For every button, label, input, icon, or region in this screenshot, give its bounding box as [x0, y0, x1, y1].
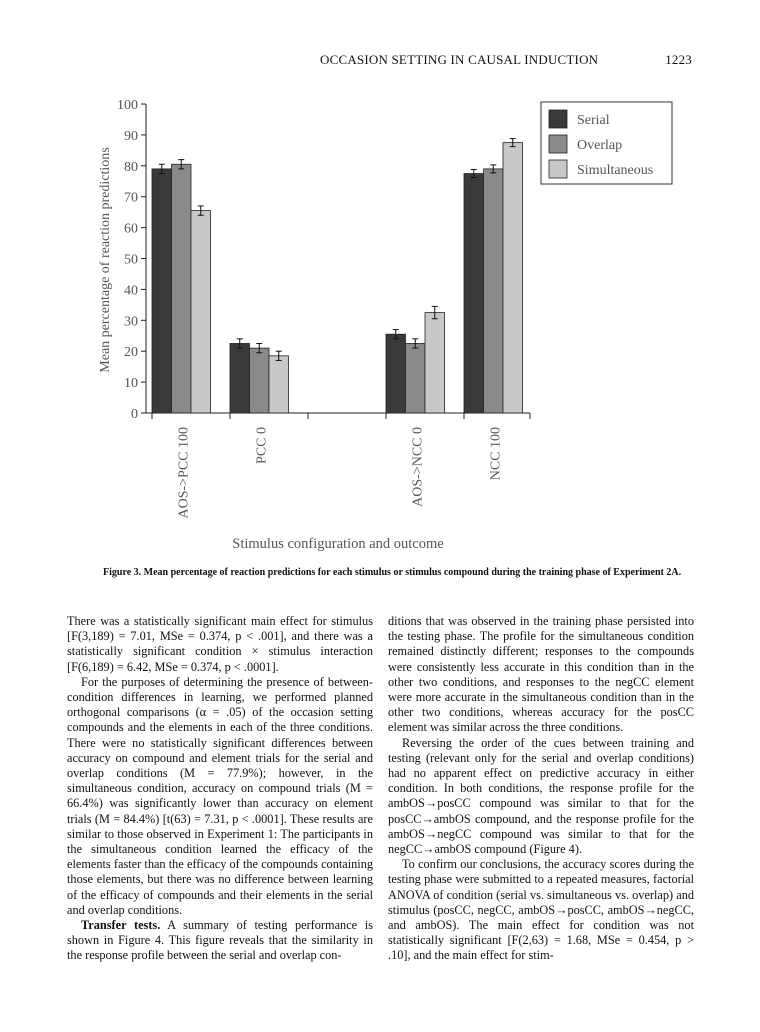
- paragraph-text: A summary of testing performance is shown in Figure 4. This figure reveals that the similarity in the response profile between the serial and overlap con-: [67, 918, 373, 963]
- legend-swatch: [549, 160, 567, 178]
- bar: [406, 343, 426, 413]
- paragraph: Reversing the order of the cues between training and testing (relevant only for the serial and overlap conditions) had no apparent effect on predictive accuracy in either condition. In both conditions, the response profile for the ambOS→posCC compound was similar to that for the posCC→ambOS compound, and the response profile for the ambOS→negCC compound was similar to that for the negCC→ambOS compound (Figure 4).: [388, 735, 694, 857]
- section-heading: Transfer tests.: [81, 918, 161, 933]
- y-tick-label: 60: [124, 221, 138, 237]
- bar: [230, 343, 250, 413]
- bar: [269, 356, 289, 413]
- legend-label: Overlap: [577, 138, 623, 153]
- legend-label: Simultaneous: [577, 163, 654, 178]
- x-tick-label: AOS->NCC 0: [410, 427, 426, 507]
- paragraph: For the purposes of determining the presence of between-condition differences in learning, we performed planned orthogonal comparisons (α = .05) of the occasion setting compounds and the elements in each of the three conditions. There were no statistically significant differences between accuracy on compound and element trials for the serial and overlap conditions (M = 77.9%); however, in the simultaneous condition, accuracy on compound trials (M = 66.4%) was significantly lower than accuracy on element trials (M = 84.4%) [t(63) = 7.31, p < .0001]. These results are similar to those observed in Experiment 1: The participants in the simultaneous condition learned the efficacy of the elements faster than the efficacy of the compounds containing those elements, but there was no difference between learning of the efficacy of compounds and their elements in the serial and overlap conditions.: [67, 674, 373, 917]
- bar: [250, 348, 270, 413]
- paragraph: [67, 918, 373, 964]
- paragraph: There was a statistically significant main effect for stimulus [F(3,189) = 7.01, MSe = 0.374, p < .001], and there was a statistically significant condition × stimulus interaction [F(6,189) = 6.42, MSe = 0.374, p < .0001].: [67, 614, 373, 674]
- paragraph: ditions that was observed in the training phase persisted into the testing phase. The profile for the simultaneous condition remained distinctly different; responses to the compounds were consistently less accurate in this condition than in the other two conditions, and responses to the negCC element were more accurate in the simultaneous condition than in the other two conditions, whereas accuracy for the posCC element was similar across the three conditions.: [388, 614, 694, 735]
- y-tick-label: 0: [131, 407, 138, 422]
- bar: [386, 334, 406, 413]
- bar: [191, 211, 211, 413]
- legend-label: Serial: [577, 113, 610, 128]
- left-column: [67, 614, 373, 964]
- bar: [152, 169, 172, 413]
- legend-swatch: [549, 110, 567, 128]
- bar: [172, 164, 192, 413]
- y-tick-label: 70: [124, 190, 138, 206]
- y-tick-label: 50: [124, 252, 138, 268]
- bar: [464, 174, 484, 413]
- y-tick-label: 10: [124, 376, 138, 392]
- y-tick-label: 30: [124, 314, 138, 330]
- y-tick-label: 40: [124, 283, 138, 299]
- x-tick-label: AOS->PCC 100: [176, 427, 192, 519]
- caption-prefix: Figure 3.: [103, 567, 142, 578]
- y-axis-label: Mean percentage of reaction predictions: [98, 147, 113, 373]
- y-tick-label: 80: [124, 159, 138, 175]
- bar: [503, 143, 523, 413]
- bar: [425, 313, 445, 413]
- running-title: OCCASION SETTING IN CAUSAL INDUCTION: [320, 52, 599, 67]
- figure-caption: [103, 567, 683, 579]
- y-tick-label: 90: [124, 128, 138, 144]
- y-tick-label: 100: [117, 98, 138, 113]
- x-tick-label: PCC 0: [254, 427, 270, 464]
- paragraph: To confirm our conclusions, the accuracy scores during the testing phase were submitted to a repeated measures, factorial ANOVA of condition (serial vs. simultaneous vs. overlap) and stimulus (posCC, negCC, ambOS→posCC, ambOS→negCC, and ambOS). The main effect for condition was not statistically significant [F(2,63) = 1.68, MSe = 0.454, p > .10], and the main effect for stim-: [388, 857, 694, 963]
- x-axis-label: Stimulus configuration and outcome: [232, 536, 444, 552]
- y-tick-label: 20: [124, 345, 138, 361]
- legend-swatch: [549, 135, 567, 153]
- bar: [484, 169, 504, 413]
- page-number: 1223: [665, 52, 692, 67]
- caption-text: Mean percentage of reaction predictions for each stimulus or stimulus compound during the training phase of Experiment 2A.: [143, 567, 682, 578]
- right-column: [388, 614, 694, 964]
- x-tick-label: NCC 100: [488, 427, 504, 481]
